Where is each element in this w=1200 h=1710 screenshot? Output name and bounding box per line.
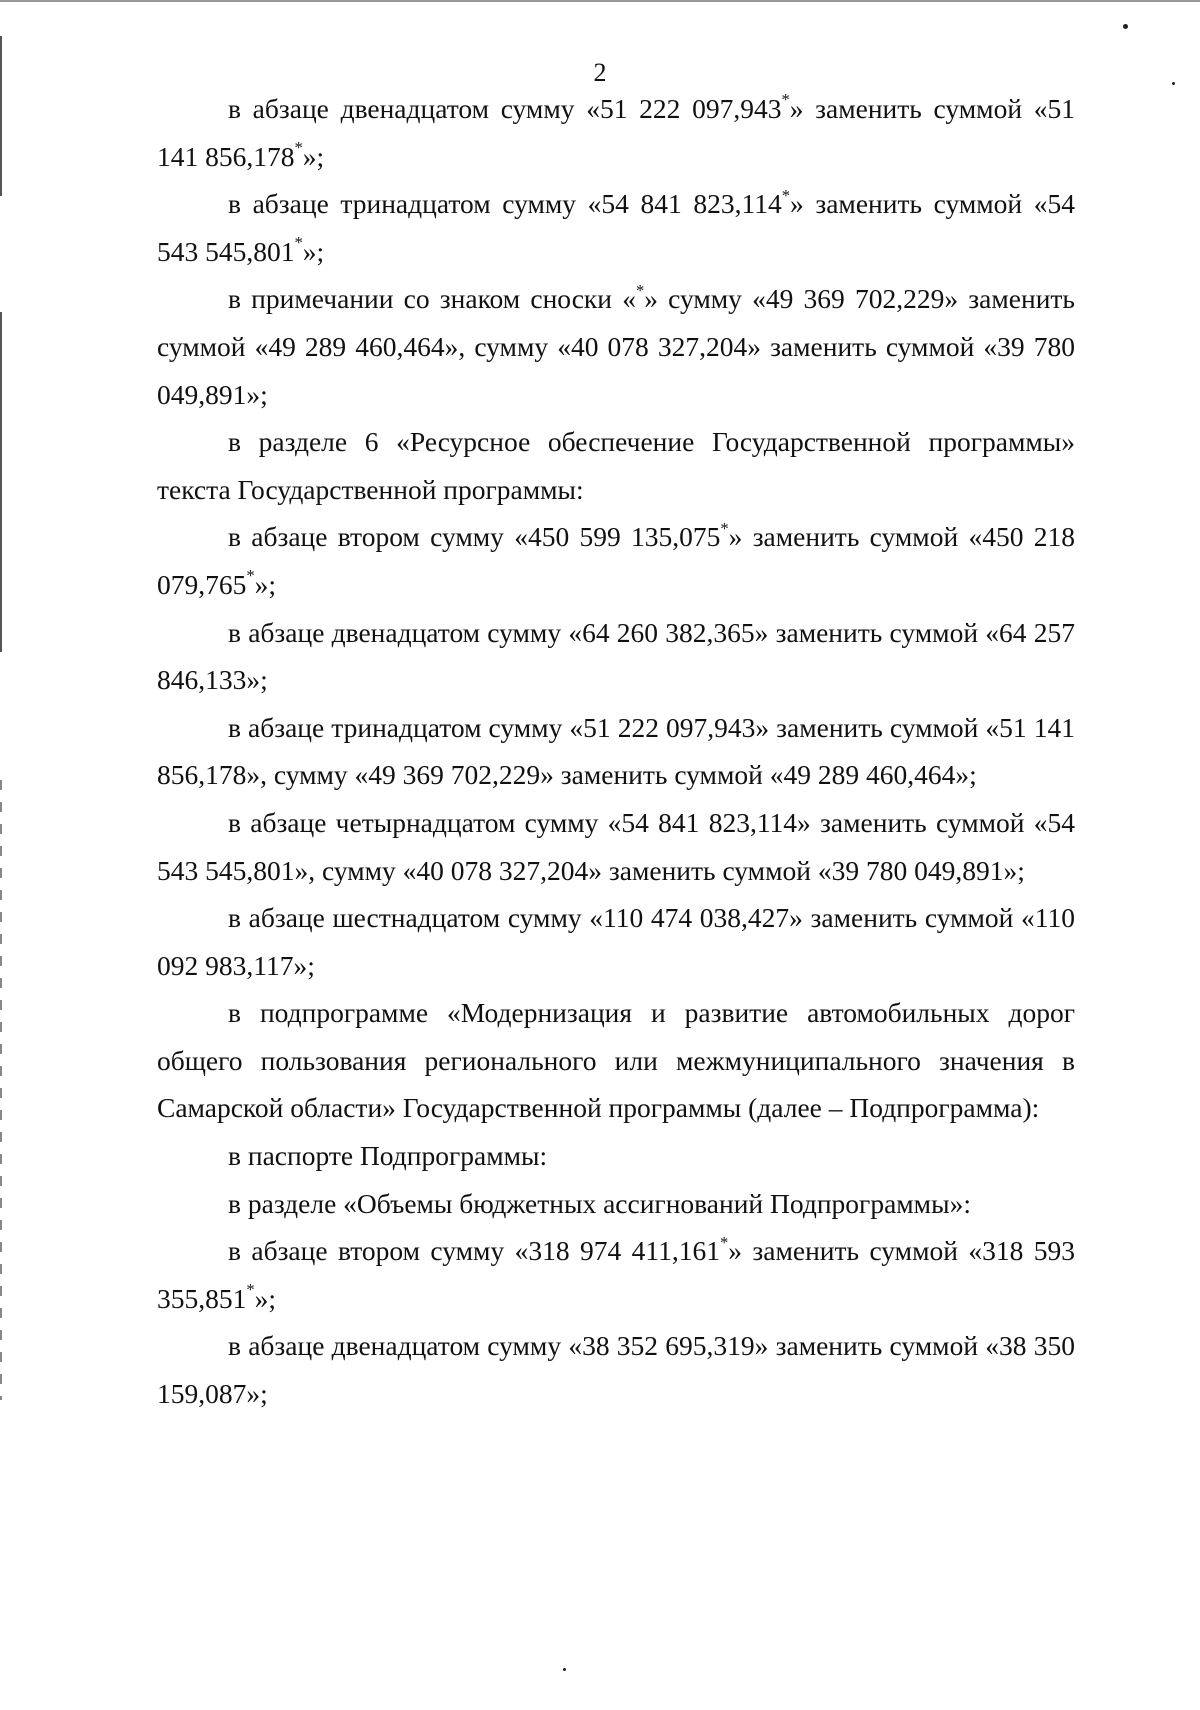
paragraph: в разделе 6 «Ресурсное обеспечение Государственной программы» текста Государственной программы:: [157, 426, 1075, 505]
scan-speck: [1123, 24, 1128, 29]
footnote-mark: *: [294, 137, 303, 157]
footnote-mark: *: [294, 233, 303, 253]
paragraph: в примечании со знаком сноски «*» сумму «49 369 702,229» заменить суммой «49 289 460,464», сумму «40 078 327,204» заменить суммой «39 780 049,891»;: [157, 280, 1075, 410]
paragraph: в абзаце двенадцатом сумму «38 352 695,319» заменить суммой «38 350 159,087»;: [157, 1330, 1075, 1410]
footnote-mark: *: [635, 280, 645, 300]
paragraph: в абзаце двенадцатом сумму «64 260 382,365» заменить суммой «64 257 846,133»;: [157, 616, 1075, 696]
footnote-mark: *: [246, 1280, 255, 1300]
footnote-mark: *: [781, 185, 790, 205]
paragraph: в абзаце тринадцатом сумму «54 841 823,114*» заменить суммой «54 543 545,801*»;: [157, 185, 1075, 267]
footnote-mark: *: [720, 1232, 729, 1252]
document-body: [157, 85, 1075, 1418]
paragraph: в абзаце четырнадцатом сумму «54 841 823,114» заменить суммой «54 543 545,801», сумму «40 078 327,204» заменить суммой «39 780 049,891»;: [157, 806, 1075, 886]
paragraph: в паспорте Подпрограммы:: [228, 1140, 548, 1172]
paragraph: в абзаце шестнадцатом сумму «110 474 038,427» заменить суммой «110 092 983,117»;: [157, 902, 1075, 981]
paragraph: в абзаце втором сумму «318 974 411,161*» заменить суммой «318 593 355,851*»;: [157, 1232, 1075, 1314]
footnote-mark: *: [246, 566, 255, 586]
scan-speck: [563, 1668, 566, 1671]
paragraph: в абзаце двенадцатом сумму «51 222 097,943*» заменить суммой «51 141 856,178*»;: [157, 90, 1075, 172]
footnote-mark: *: [781, 90, 790, 110]
paragraph: в абзаце тринадцатом сумму «51 222 097,943» заменить суммой «51 141 856,178», сумму «49 369 702,229» заменить суммой «49 289 460,464»;: [157, 711, 1075, 791]
scan-top-edge: [0, 0, 1200, 2]
paragraph: в абзаце втором сумму «450 599 135,075*» заменить суммой «450 218 079,765*»;: [157, 518, 1075, 600]
scan-left-edge: [0, 312, 2, 652]
footnote-mark: *: [720, 518, 729, 538]
page-number: 2: [593, 58, 607, 87]
paragraph: в разделе «Объемы бюджетных ассигнований Подпрограммы»:: [228, 1187, 971, 1219]
scan-left-edge-dashed: [0, 780, 2, 1400]
paragraph: в подпрограмме «Модернизация и развитие автомобильных дорог общего пользования регионального или межмуниципального значения в Самарской области» Государственной программы (далее – Подпрограмма):: [157, 997, 1075, 1124]
